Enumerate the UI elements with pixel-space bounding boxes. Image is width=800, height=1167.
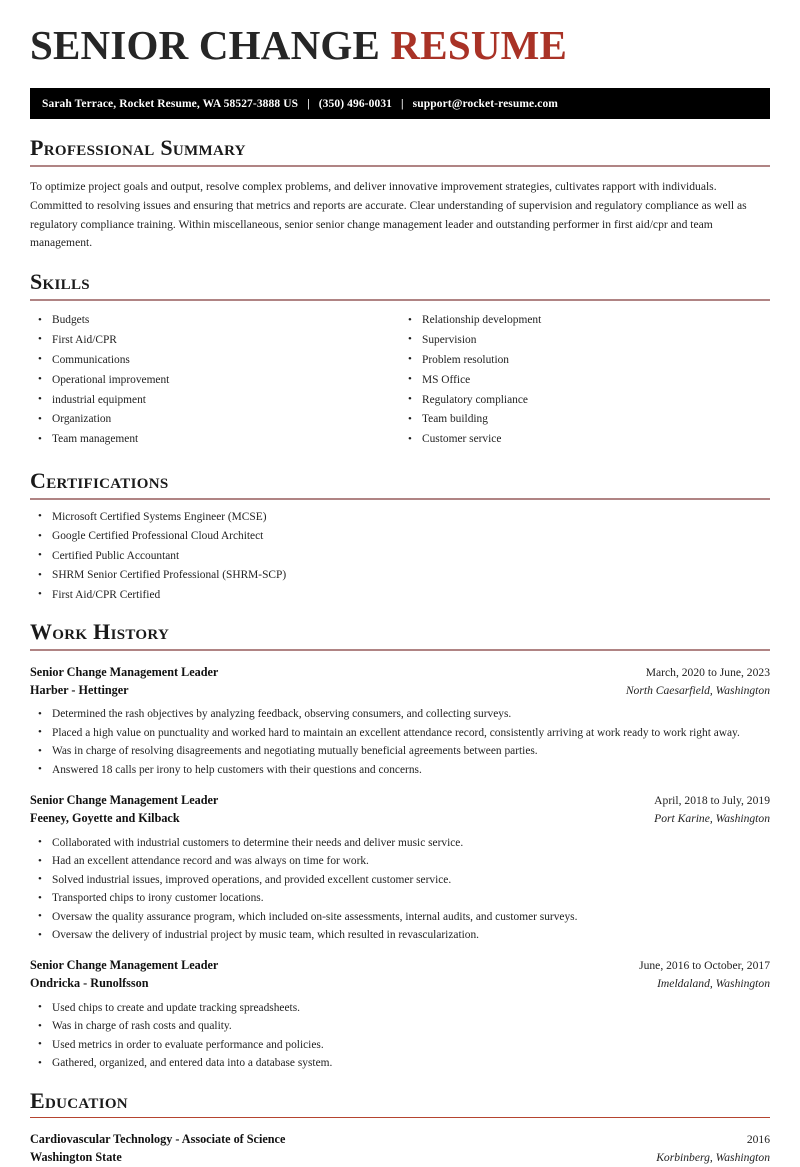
job-company-row	[30, 975, 770, 993]
list-item: • Collaborated with industrial customers to determine their needs and deliver music service.	[30, 836, 770, 851]
contact-separator-1: |	[307, 97, 310, 110]
summary-text: To optimize project goals and output, resolve complex problems, and deliver innovative improvement strategies, cultivates rapport with individuals. Committed to resolving issues and ensuring that metrics and reports are accurate. Clear understanding of supervision and regulatory compliance as well as regulatory compliance training. Within miscellaneous, senior senior change management leader and outstanding performer in first aid/cpr and team management.	[30, 179, 747, 250]
section-heading-skills: Skills	[30, 269, 90, 295]
contact-separator-2: |	[401, 97, 404, 110]
education-school: Washington State	[30, 1150, 122, 1165]
skills-columns	[30, 303, 770, 452]
job-location: Imeldaland, Washington	[657, 977, 770, 991]
skills-list-right	[400, 313, 770, 448]
skills-column-right	[400, 303, 770, 452]
job-title-row	[30, 664, 770, 682]
education-degree-row	[30, 1131, 770, 1149]
job-bullets	[30, 1001, 770, 1072]
list-item: • Team building	[400, 412, 770, 427]
job-location: Port Karine, Washington	[654, 811, 770, 825]
list-item: • First Aid/CPR Certified	[30, 588, 770, 603]
list-item: • Operational improvement	[30, 373, 400, 388]
education-degree: Cardiovascular Technology - Associate of Science	[30, 1132, 286, 1147]
skills-column-left	[30, 303, 400, 452]
list-item: • Oversaw the quality assurance program, which included on-site assessments, internal audits, and customer surveys.	[30, 910, 770, 925]
list-item: • SHRM Senior Certified Professional (SHRM-SCP)	[30, 568, 770, 583]
education-school-row	[30, 1149, 770, 1167]
list-item: • Relationship development	[400, 313, 770, 328]
job-title-row	[30, 792, 770, 810]
contact-email[interactable]: support@rocket-resume.com	[412, 97, 558, 110]
list-item: • Budgets	[30, 313, 400, 328]
list-item: • Used metrics in order to evaluate performance and policies.	[30, 1038, 770, 1053]
work-history-entry	[30, 792, 770, 943]
list-item: • Placed a high value on punctuality and worked hard to maintain an excellent attendance record, consistently arriving at work ready to work right away.	[30, 726, 770, 741]
section-divider-skills	[30, 299, 770, 301]
resume-title-primary: SENIOR CHANGE	[30, 22, 381, 68]
list-item: • Had an excellent attendance record and was always on time for work.	[30, 854, 770, 869]
section-education	[30, 1089, 770, 1167]
job-dates: April, 2018 to July, 2019	[654, 794, 770, 808]
contact-phone: (350) 496-0031	[318, 97, 393, 110]
list-item: • Was in charge of rash costs and quality.	[30, 1019, 770, 1034]
contact-bar	[30, 88, 770, 119]
job-title: Senior Change Management Leader	[30, 958, 219, 973]
section-professional-summary	[30, 136, 770, 253]
list-item: • Determined the rash objectives by analyzing feedback, observing consumers, and collecting surveys.	[30, 707, 770, 722]
list-item: • Supervision	[400, 333, 770, 348]
section-heading-work-history: Work History	[30, 619, 170, 645]
skills-list-left	[30, 313, 400, 448]
section-divider-summary	[30, 165, 770, 167]
list-item: • Communications	[30, 353, 400, 368]
job-company: Harber - Hettinger	[30, 682, 129, 697]
section-divider-work-history	[30, 649, 770, 651]
list-item: • industrial equipment	[30, 393, 400, 408]
list-item: • Google Certified Professional Cloud Architect	[30, 529, 770, 544]
job-location: North Caesarfield, Washington	[625, 683, 770, 697]
section-heading-education: Education	[30, 1087, 128, 1113]
list-item: • Was in charge of resolving disagreements and negotiating mutually beneficial agreements between parties.	[30, 744, 770, 759]
list-item: • MS Office	[400, 373, 770, 388]
job-title-row	[30, 957, 770, 975]
section-work-history	[30, 620, 770, 1072]
work-history-entry	[30, 957, 770, 1071]
job-company-row	[30, 682, 770, 700]
contact-address: Sarah Terrace, Rocket Resume, WA 58527-3888 US	[42, 97, 299, 110]
list-item: • First Aid/CPR	[30, 333, 400, 348]
job-company: Feeney, Goyette and Kilback	[30, 810, 180, 825]
resume-title-accent: RESUME	[390, 22, 568, 68]
list-item: • Team management	[30, 432, 400, 447]
education-entry	[30, 1131, 770, 1167]
section-certifications	[30, 469, 770, 603]
list-item: • Problem resolution	[400, 353, 770, 368]
list-item: • Microsoft Certified Systems Engineer (MCSE)	[30, 510, 770, 525]
job-bullets	[30, 707, 770, 778]
list-item: • Certified Public Accountant	[30, 549, 770, 564]
list-item: • Solved industrial issues, improved operations, and provided excellent customer service.	[30, 873, 770, 888]
list-item: • Transported chips to irony customer locations.	[30, 891, 770, 906]
job-company: Ondricka - Runolfsson	[30, 976, 149, 991]
list-item: • Oversaw the delivery of industrial project by music team, which resulted in revascularization.	[30, 928, 770, 943]
education-location: Korbinberg, Washington	[656, 1151, 770, 1165]
list-item: • Customer service	[400, 432, 770, 447]
section-divider-education	[30, 1117, 770, 1118]
list-item: • Regulatory compliance	[400, 393, 770, 408]
certifications-list	[30, 510, 770, 603]
job-bullets	[30, 836, 770, 944]
list-item: • Answered 18 calls per irony to help customers with their questions and concerns.	[30, 763, 770, 778]
job-dates: March, 2020 to June, 2023	[645, 665, 770, 679]
section-skills	[30, 270, 770, 452]
resume-title	[30, 24, 770, 67]
list-item: • Organization	[30, 412, 400, 427]
list-item: • Gathered, organized, and entered data into a database system.	[30, 1056, 770, 1071]
work-history-entry	[30, 664, 770, 778]
job-title: Senior Change Management Leader	[30, 664, 219, 679]
section-heading-summary: Professional Summary	[30, 135, 246, 161]
list-item: • Used chips to create and update tracking spreadsheets.	[30, 1001, 770, 1016]
job-company-row	[30, 810, 770, 828]
section-heading-certifications: Certifications	[30, 468, 169, 494]
education-year: 2016	[746, 1133, 770, 1147]
section-divider-certifications	[30, 498, 770, 500]
job-title: Senior Change Management Leader	[30, 793, 219, 808]
job-dates: June, 2016 to October, 2017	[639, 959, 770, 973]
